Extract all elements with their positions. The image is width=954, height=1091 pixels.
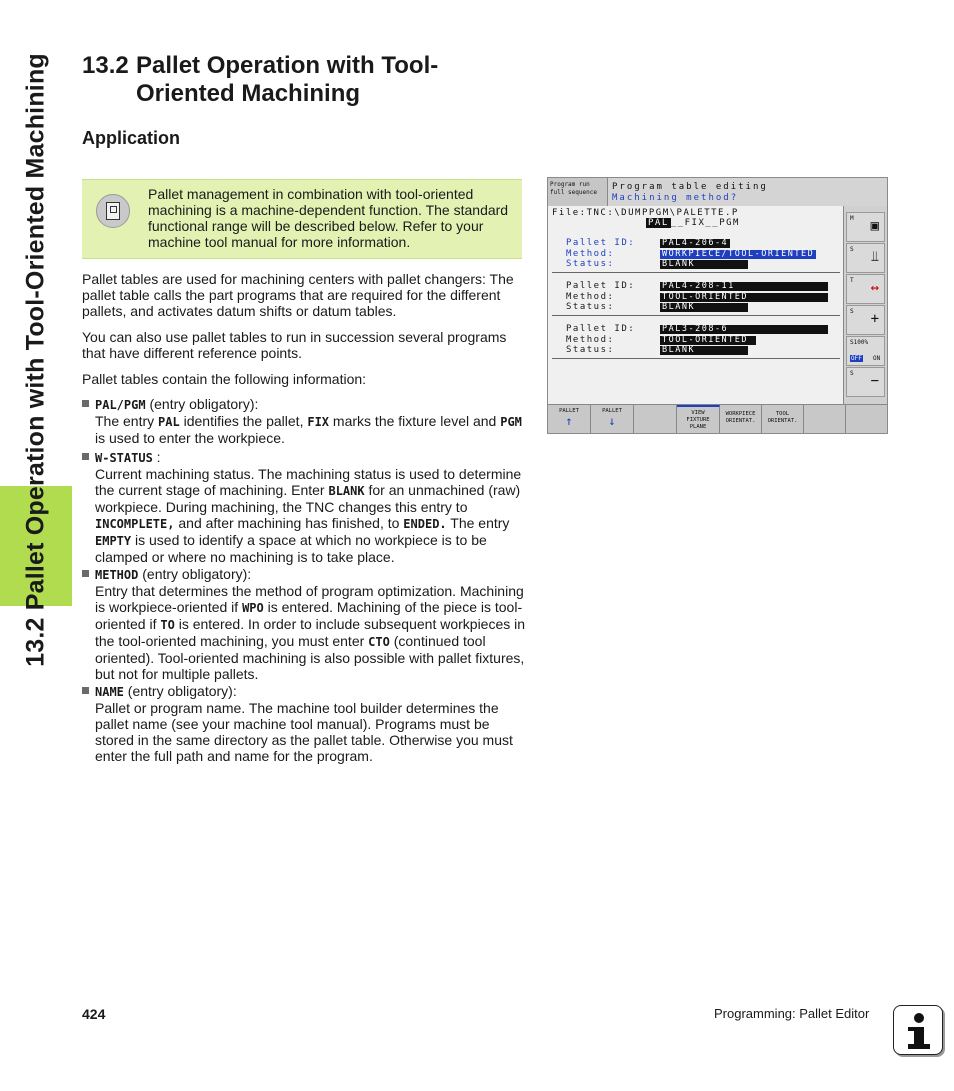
code-blank: BLANK	[328, 484, 365, 498]
screen-main	[548, 206, 844, 404]
pallet-record[interactable]	[566, 238, 832, 270]
list-item-name	[82, 683, 527, 764]
title-line-2: Oriented Machining	[136, 80, 361, 107]
bullet-text: marks the fixture level and	[329, 413, 501, 429]
code-incomplete: INCOMPLETE,	[95, 517, 175, 531]
value-status: BLANK	[660, 303, 748, 312]
bullet-icon	[82, 570, 89, 577]
paragraph-pallet-tables: Pallet tables are used for machining centers with pallet changers: The pallet table calls the part programs that are required for the different pallets, and activates datum shifts or datum tables.	[82, 271, 514, 319]
paragraph-info-intro: Pallet tables contain the following information:	[82, 371, 367, 387]
record-divider	[552, 315, 840, 316]
arrow-down-icon: ↓	[608, 414, 616, 428]
screen-mode-box	[548, 178, 608, 206]
label-method: Method:	[566, 248, 615, 259]
title-line-1: Pallet Operation with Tool-	[136, 52, 439, 79]
bullet-text: for an unmachined (raw) workpiece. During machining, the TNC changes this entry to	[95, 482, 521, 515]
screen-header-title: Program table editing	[612, 182, 768, 192]
code-cto: CTO	[368, 635, 390, 649]
screen-file-path: File:TNC:\DUMPPGM\PALETTE.P	[552, 208, 739, 218]
page-number: 424	[82, 1006, 106, 1022]
side-tab	[0, 0, 72, 1091]
screen-softkey-bar	[548, 404, 887, 433]
bullet-text: is entered. Machining of the piece is tool-oriented if	[95, 599, 523, 632]
section-heading: Application	[82, 128, 180, 148]
label-status: Status:	[566, 302, 615, 312]
screen-header-prompt: Machining method?	[612, 193, 739, 203]
tool-orientat-softkey[interactable]	[762, 405, 804, 434]
screen-header	[608, 178, 887, 206]
info-icon	[893, 1005, 943, 1055]
value-pallet-id: PAL3-208-6	[660, 325, 828, 334]
plus-icon: +	[870, 311, 879, 327]
note-box	[82, 179, 522, 259]
value-method: TOOL-ORIENTED	[660, 293, 828, 302]
arrow-up-icon: ↑	[565, 414, 573, 428]
tool-arrow-icon: ↔	[870, 280, 879, 296]
bullet-text: identifies the pallet,	[179, 413, 308, 429]
section-number: 13.2	[82, 52, 129, 79]
value-method: TOOL-ORIENTED	[660, 336, 756, 345]
bullet-text: and after machining has finished, to	[174, 515, 404, 531]
value-status: BLANK	[660, 346, 748, 355]
machine-icon: ▣	[870, 218, 879, 234]
code-wpo: WPO	[242, 601, 264, 615]
pallet-up-softkey[interactable]	[548, 405, 591, 434]
key-letter: S	[850, 308, 854, 315]
code-pal-pgm: PAL/PGM	[95, 398, 146, 412]
view-fixture-plane-softkey[interactable]	[677, 405, 720, 434]
bullet-head: :	[152, 449, 161, 465]
spindle-key[interactable]	[846, 243, 885, 273]
code-empty: EMPTY	[95, 534, 132, 548]
softkey-label: PALLET	[602, 408, 622, 414]
value-status: BLANK	[660, 260, 748, 269]
pallet-record[interactable]	[566, 281, 832, 313]
note-text: Pallet management in combination with tool-oriented machining is a machine-dependent function. The standard functional range will be described below. Refer to your machine tool manual for more information.	[148, 186, 509, 250]
code-name: NAME	[95, 685, 124, 699]
tool-key[interactable]	[846, 274, 885, 304]
bullet-text: is used to identify a space at which no workpiece is to be clamped or where no machining is to take place.	[95, 532, 487, 565]
bullet-text: (continued tool oriented). Tool-oriented machining is also possible with pallet fixtures, but not for multiple pallets.	[95, 633, 525, 682]
record-divider	[552, 272, 840, 273]
bullet-icon	[82, 453, 89, 460]
code-pgm: PGM	[500, 415, 522, 429]
spindle-minus-key[interactable]	[846, 367, 885, 397]
empty-softkey	[804, 405, 846, 434]
spindle-plus-key[interactable]	[846, 305, 885, 335]
code-pal: PAL	[158, 415, 180, 429]
bullet-icon	[82, 400, 89, 407]
workpiece-orientat-softkey[interactable]	[720, 405, 762, 434]
column-pal: PAL	[648, 218, 669, 228]
paragraph-succession: You can also use pallet tables to run in succession several programs that have different reference points.	[82, 329, 507, 361]
footer-chapter: Programming: Pallet Editor	[714, 1006, 870, 1021]
column-rest: __FIX__PGM	[670, 218, 740, 228]
bullet-text: Pallet or program name. The machine tool builder determines the pallet name (see your machine tool manual). Programs must be stored in the same directory as the pallet table. Otherwise you must enter the full path and name for the program.	[95, 700, 513, 764]
key-letter: M	[850, 215, 854, 222]
code-method: METHOD	[95, 568, 139, 582]
m-function-key[interactable]	[846, 212, 885, 242]
label-status: Status:	[566, 345, 615, 355]
override-key[interactable]	[846, 336, 885, 366]
bullet-icon	[82, 687, 89, 694]
softkey-label: ORIENTAT.	[725, 418, 756, 424]
bullet-text: is entered. In order to include subsequent workpieces in the tool-oriented machining, you must enter	[95, 616, 526, 649]
softkey-label: PALLET	[559, 408, 579, 414]
screen-mode-line-2: full sequence	[550, 189, 597, 196]
screen-side-softkeys	[844, 206, 887, 404]
softkey-label: PLANE	[689, 424, 707, 430]
softkey-label: FIXTURE	[686, 417, 710, 423]
value-method[interactable]: WORKPIECE/TOOL-ORIENTED	[662, 248, 815, 259]
pallet-down-softkey[interactable]	[591, 405, 634, 434]
bullet-text: Current machining status. The machining status is used to determine the current stage of machining. Enter	[95, 466, 522, 498]
key-letter: T	[850, 277, 854, 284]
key-letter: S100%	[850, 339, 869, 346]
bullet-head: (entry obligatory):	[123, 683, 237, 699]
bullet-head: (entry obligatory):	[145, 396, 259, 412]
screen-columns	[646, 218, 740, 228]
value-pallet-id: PAL4-206-4	[662, 238, 729, 248]
softkey-label: TOOL	[775, 411, 790, 417]
label-method: Method:	[566, 334, 615, 345]
bullet-text: The entry	[95, 413, 159, 429]
label-status: Status:	[566, 259, 615, 269]
bullet-text: Entry that determines the method of program optimization. Machining is workpiece-oriented if	[95, 583, 524, 615]
empty-softkey	[634, 405, 677, 434]
label-pallet-id: Pallet ID:	[566, 281, 636, 291]
list-item-w-status	[82, 449, 527, 565]
bullet-head: (entry obligatory):	[138, 566, 252, 582]
code-fix: FIX	[307, 415, 330, 429]
value-pallet-id: PAL4-208-11	[660, 282, 828, 291]
pallet-record[interactable]	[566, 324, 832, 356]
tnc-screen	[547, 177, 888, 434]
code-ended: ENDED.	[403, 517, 447, 531]
softkey-label: WORKPIECE	[725, 411, 756, 417]
machine-manual-icon	[96, 194, 130, 228]
label-pallet-id: Pallet ID:	[566, 324, 636, 334]
screen-mode-line-1: Program run	[550, 181, 590, 188]
on-label: ON	[873, 355, 881, 362]
off-label: OFF	[851, 355, 862, 362]
key-letter: S	[850, 370, 854, 377]
spindle-icon: ⫫	[871, 249, 879, 265]
page-title	[82, 52, 438, 108]
label-method: Method:	[566, 291, 615, 302]
code-to: TO	[160, 618, 175, 632]
softkey-label: VIEW	[691, 410, 705, 416]
list-item-method	[82, 566, 527, 682]
label-pallet-id: Pallet ID:	[566, 238, 636, 248]
side-tab-text: 13.2 Pallet Operation with Tool-Oriented Machining	[21, 53, 50, 667]
code-w-status: W-STATUS	[95, 451, 153, 465]
bullet-text: is used to enter the workpiece.	[95, 430, 285, 446]
key-letter: S	[850, 246, 854, 253]
minus-icon: −	[870, 373, 879, 389]
list-item-pal-pgm	[82, 396, 527, 446]
bullet-text: The entry	[446, 515, 510, 531]
record-divider	[552, 358, 840, 359]
softkey-label: ORIENTAT.	[767, 418, 798, 424]
